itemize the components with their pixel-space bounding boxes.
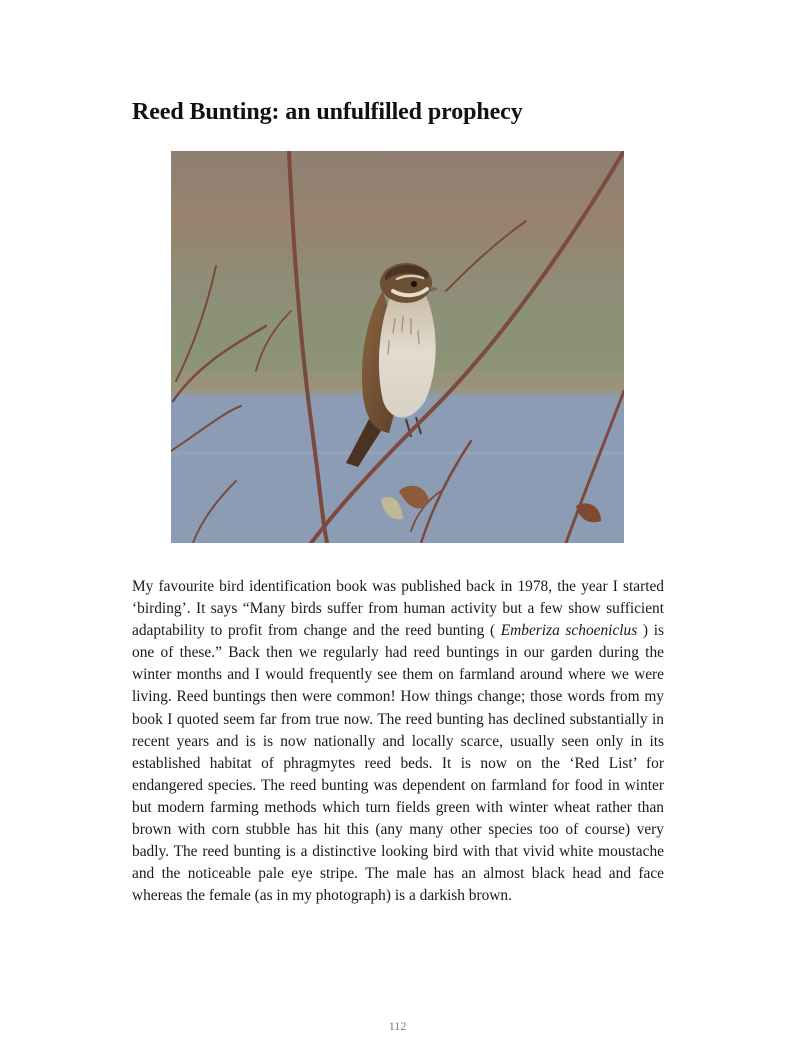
body-paragraph xyxy=(132,576,664,907)
page-number: 112 xyxy=(388,1019,407,1033)
body-text-part-1: My favourite bird identification book was published back in 1978, the year I started ‘birding’. It says “Many birds suffer from human activity but a few show sufficient adaptability to profit from change and the reed bunting ( xyxy=(132,578,664,640)
water-surface xyxy=(171,396,624,543)
reed-bunting-photo xyxy=(171,151,624,543)
body-text-part-2: ) is one of these.” Back then we regularly had reed buntings in our garden during the winter months and I would frequently see them on farmland around where we were living. Reed buntings then were common! How things change; those words from my book I quoted seem far from true now. The reed bunting has declined substantially in recent years and is is now nationally and locally scarce, usually seen only in its established habitat of phragmytes reed beds. It is now on the ‘Red List’ for endangered species. The reed bunting was dependent on farmland for food in winter but modern farming methods which turn fields green with winter wheat rather than brown with corn stubble has hit this (any many other species too of course) very badly. The reed bunting is a distinctive looking bird with that vivid white moustache and the noticeable pale eye stripe. The male has an almost black head and face whereas the female (as in my photograph) is a darkish brown. xyxy=(132,622,664,905)
species-name: Emberiza schoeniclus xyxy=(500,622,638,640)
page-title: Reed Bunting: an unfulfilled prophecy xyxy=(132,99,523,125)
water-shimmer xyxy=(171,451,624,455)
